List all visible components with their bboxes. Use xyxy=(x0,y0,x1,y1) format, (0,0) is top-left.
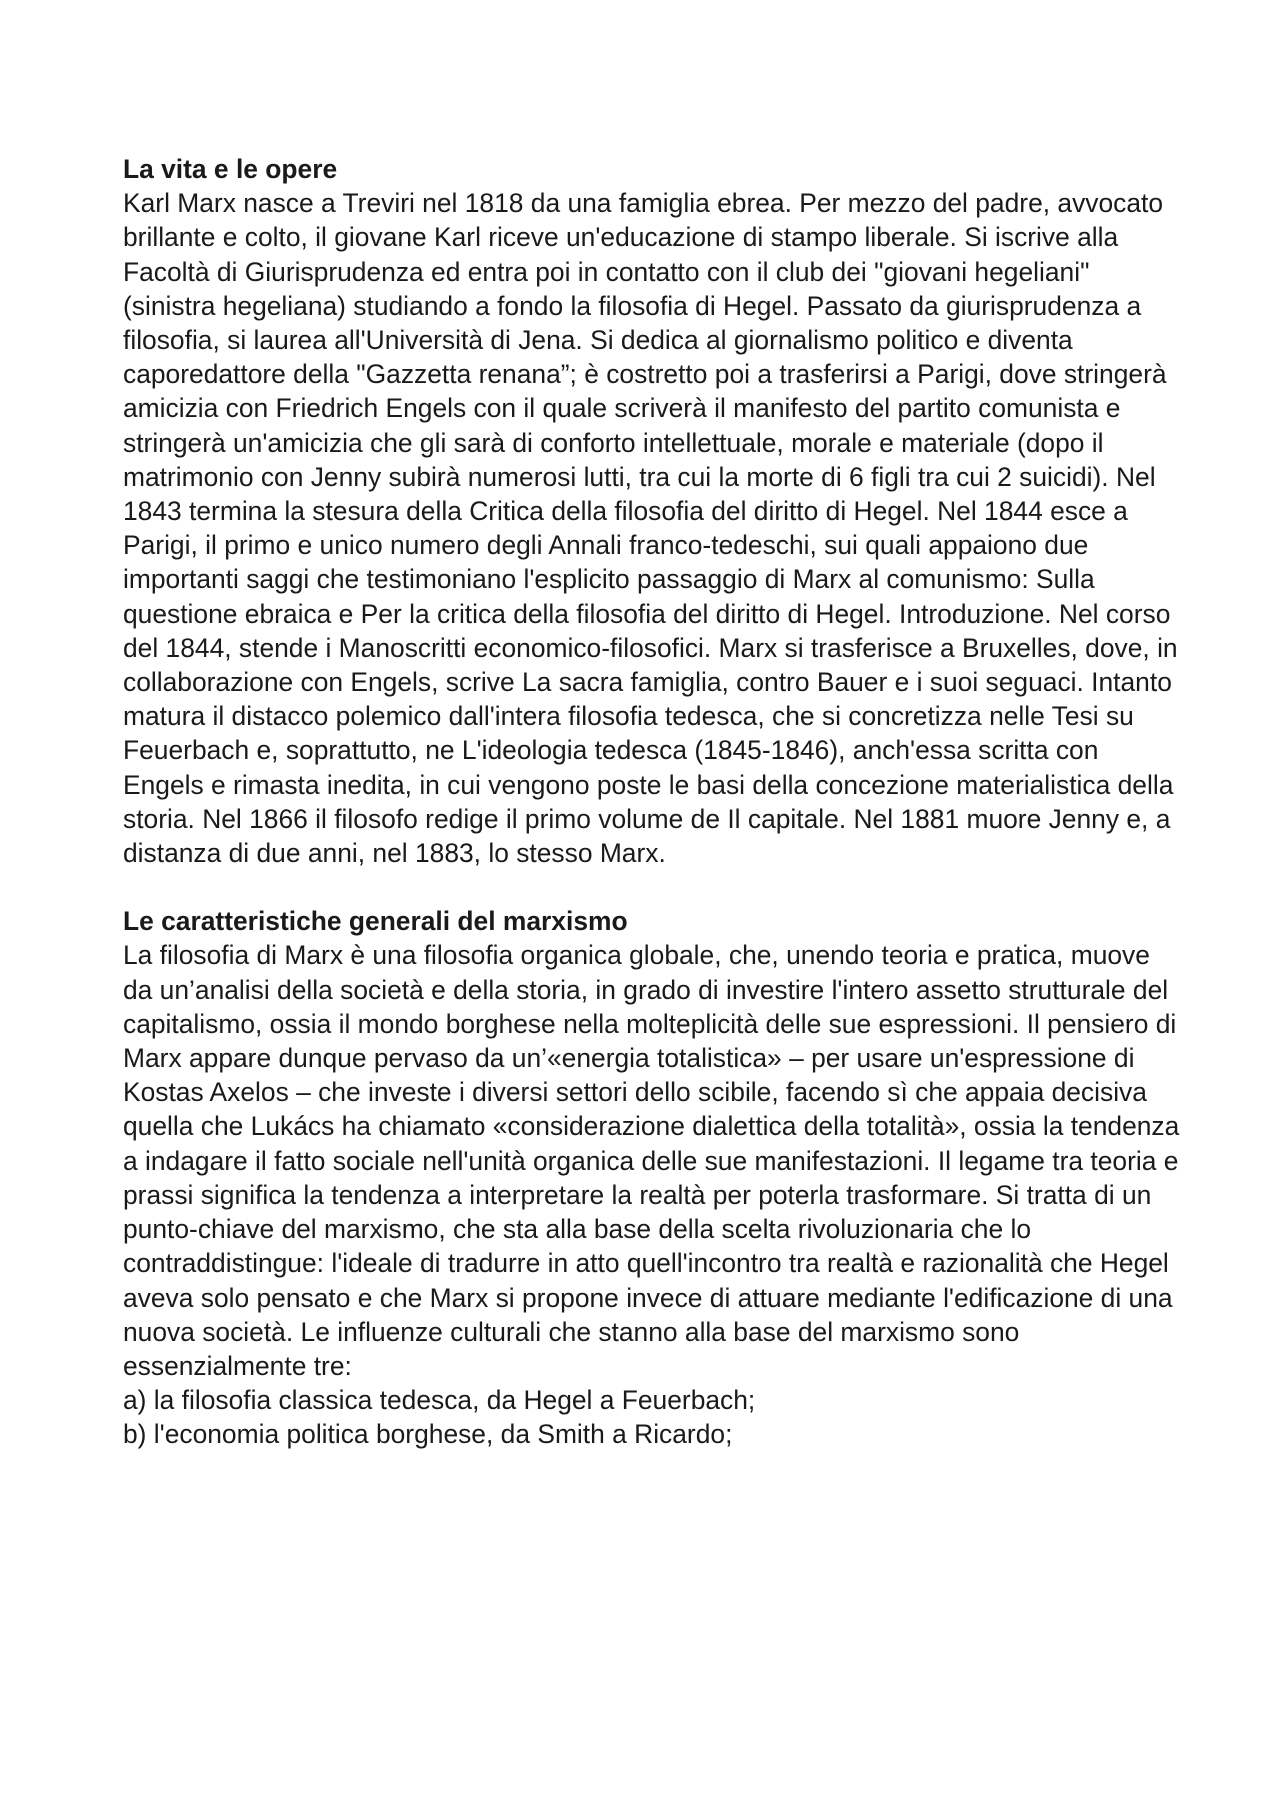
section-title: Le caratteristiche generali del marxismo xyxy=(123,906,628,937)
list-item: b) l'economia politica borghese, da Smith a Ricardo; xyxy=(123,1419,733,1450)
list-item: a) la filosofia classica tedesca, da Hegel a Feuerbach; xyxy=(123,1385,756,1416)
section-paragraph: La filosofia di Marx è una filosofia organica globale, che, unendo teoria e pratica, muove da un’analisi della società e della storia, in grado di investire l'intero assetto strutturale del capitalismo, ossia il mondo borghese nella molteplicità delle sue espressioni. Il pensiero di Marx appare dunque pervaso da un’«energia totalistica» – per usare un'espressione di Kostas Axelos – che investe i diversi settori dello scibile, facendo sì che appaia decisiva quella che Lukács ha chiamato «considerazione dialettica della totalità», ossia la tendenza a indagare il fatto sociale nell'unità organica delle sue manifestazioni. Il legame tra teoria e prassi significa la tendenza a interpretare la realtà per poterla trasformare. Si tratta di un punto-chiave del marxismo, che sta alla base della scelta rivoluzionaria che lo contraddistingue: l'ideale di tradurre in atto quell'incontro tra realtà e razionalità che Hegel aveva solo pensato e che Marx si propone invece di attuare mediante l'edificazione di una nuova società. Le influenze culturali che stanno alla base del marxismo sono essenzialmente tre: xyxy=(123,940,1180,1381)
section-spacer xyxy=(123,870,1183,904)
section-paragraph: Karl Marx nasce a Treviri nel 1818 da una famiglia ebrea. Per mezzo del padre, avvocato brillante e colto, il giovane Karl riceve un'educazione di stampo liberale. Si iscrive alla Facoltà di Giurisprudenza ed entra poi in contatto con il club dei "giovani hegeliani" (sinistra hegeliana) studiando a fondo la filosofia di Hegel. Passato da giurisprudenza a filosofia, si laurea all'Università di Jena. Si dedica al giornalismo politico e diventa caporedattore della "Gazzetta renana”; è costretto poi a trasferirsi a Parigi, dove stringerà amicizia con Friedrich Engels con il quale scriverà il manifesto del partito comunista e stringerà un'amicizia che gli sarà di conforto intellettuale, morale e materiale (dopo il matrimonio con Jenny subirà numerosi lutti, tra cui la morte di 6 figli tra cui 2 suicidi). Nel 1843 termina la stesura della Critica della filosofia del diritto di Hegel. Nel 1844 esce a Parigi, il primo e unico numero degli Annali franco-tedeschi, sui quali appaiono due importanti saggi che testimoniano l'esplicito passaggio di Marx al comunismo: Sulla questione ebraica e Per la critica della filosofia del diritto di Hegel. Introduzione. Nel corso del 1844, stende i Manoscritti economico-filosofici. Marx si trasferisce a Bruxelles, dove, in collaborazione con Engels, scrive La sacra famiglia, contro Bauer e i suoi seguaci. Intanto matura il distacco polemico dall'intera filosofia tedesca, che si concretizza nelle Tesi su Feuerbach e, soprattutto, ne L'ideologia tedesca (1845-1846), anch'essa scritta con Engels e rimasta inedita, in cui vengono poste le basi della concezione materialistica della storia. Nel 1866 il filosofo redige il primo volume de Il capitale. Nel 1881 muore Jenny e, a distanza di due anni, nel 1883, lo stesso Marx. xyxy=(123,188,1178,869)
section-vita-opere xyxy=(123,152,1183,870)
section-title: La vita e le opere xyxy=(123,154,338,184)
section-caratteristiche-marxismo xyxy=(123,904,1183,1451)
document-content xyxy=(123,152,1183,1452)
